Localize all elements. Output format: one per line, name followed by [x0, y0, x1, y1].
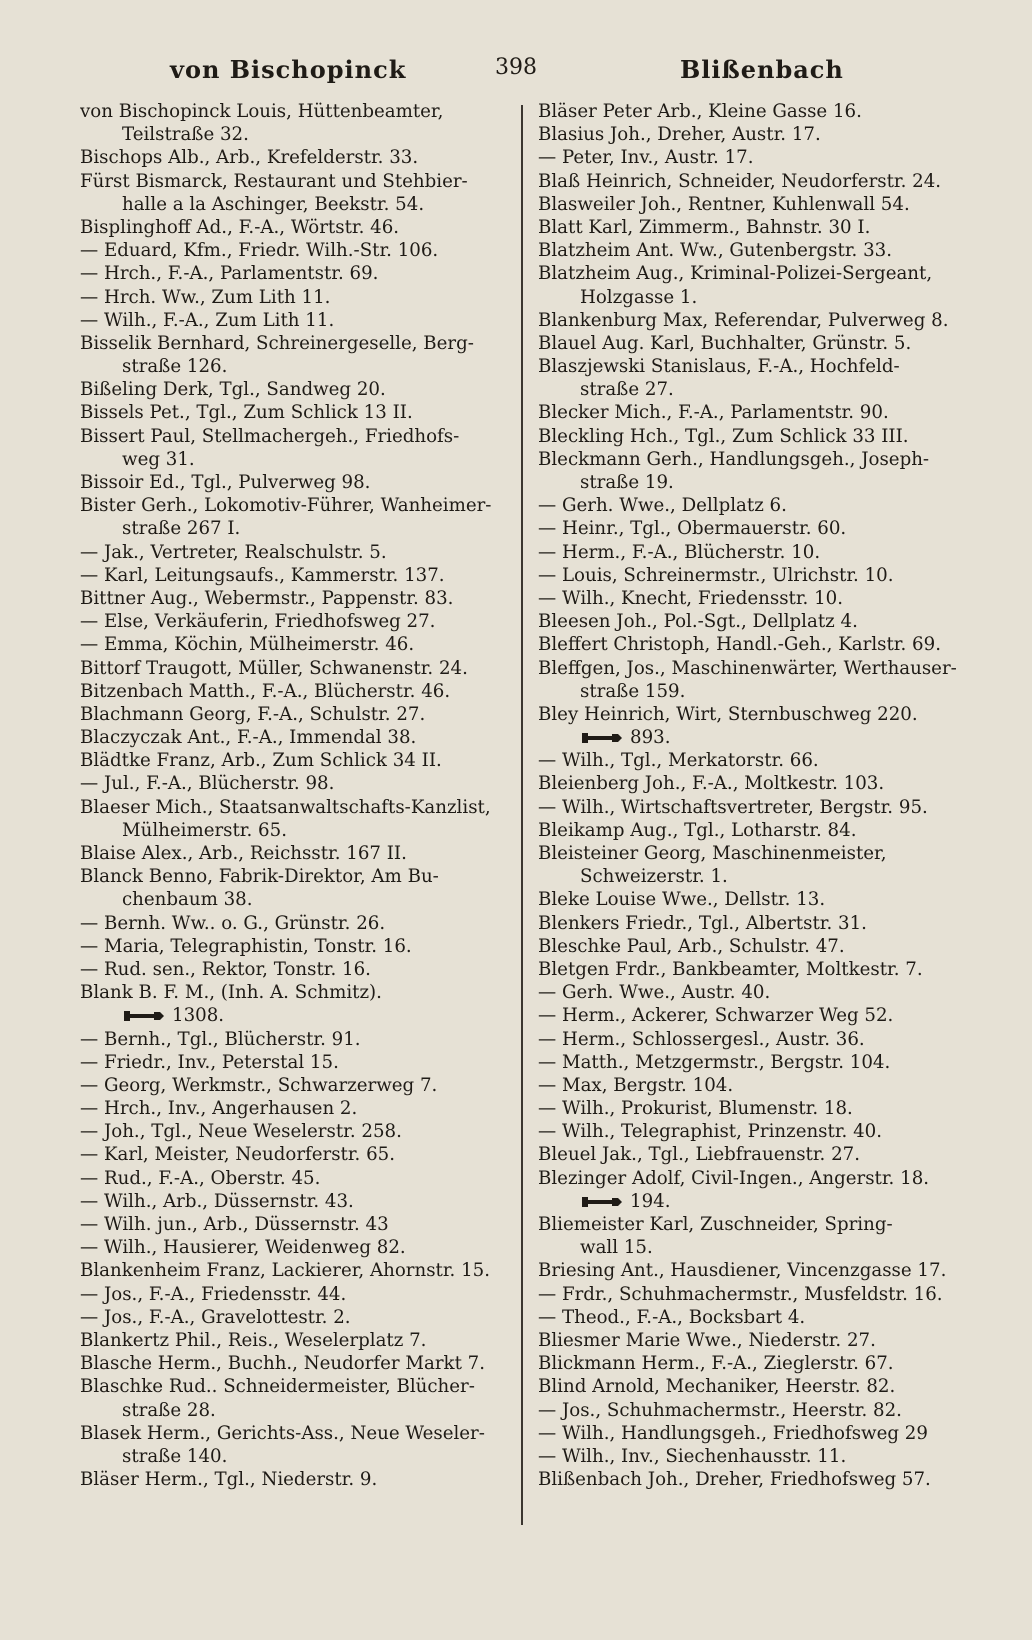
directory-line [80, 772, 508, 795]
directory-line [80, 1028, 508, 1051]
directory-line [538, 170, 958, 193]
telephone-icon [122, 1009, 166, 1023]
directory-line [538, 239, 958, 262]
directory-line [538, 1143, 958, 1166]
directory-line-text: — Gerh. Wwe., Dellplatz 6. [538, 495, 787, 517]
directory-line-text: — Herm., Schlossergesl., Austr. 36. [538, 1028, 865, 1050]
directory-line [80, 448, 508, 471]
directory-line [538, 355, 958, 378]
directory-line-text: — Frdr., Schuhmachermstr., Musfeldstr. 16. [538, 1283, 943, 1305]
directory-line-text: Bley Heinrich, Wirt, Sternbuschweg 220. [538, 703, 918, 725]
page-header [0, 55, 1032, 91]
directory-line-text: Bissels Pet., Tgl., Zum Schlick 13 II. [80, 402, 413, 424]
directory-line-text: — Heinr., Tgl., Obermauerstr. 60. [538, 518, 847, 540]
directory-line [538, 749, 958, 772]
directory-line-text: Blaß Heinrich, Schneider, Neudorferstr. 24. [538, 170, 942, 192]
directory-line-text: — Herm., F.-A., Blücherstr. 10. [538, 541, 821, 563]
directory-line-text: Bissert Paul, Stellmachergeh., Friedhofs- [80, 425, 460, 447]
directory-line [80, 633, 508, 656]
directory-line [80, 935, 508, 958]
directory-line-text: — Karl, Leitungsaufs., Kammerstr. 137. [80, 564, 445, 586]
directory-line [538, 680, 958, 703]
directory-line [80, 680, 508, 703]
directory-line [80, 1306, 508, 1329]
directory-line [538, 1236, 958, 1259]
directory-line [538, 146, 958, 169]
directory-line-text: — Maria, Telegraphistin, Tonstr. 16. [80, 935, 412, 957]
directory-line [80, 958, 508, 981]
directory-line-text: Blauel Aug. Karl, Buchhalter, Grünstr. 5. [538, 332, 912, 354]
directory-line [538, 1051, 958, 1074]
directory-line-text: Bletgen Frdr., Bankbeamter, Moltkestr. 7. [538, 958, 923, 980]
directory-line [80, 1051, 508, 1074]
directory-line [538, 587, 958, 610]
directory-line-text: von Bischopinck Louis, Hüttenbeamter, [80, 101, 444, 122]
directory-line-text: — Rud. sen., Rektor, Tonstr. 16. [80, 958, 371, 980]
directory-line [80, 796, 508, 819]
header-left-catchword: von Bischopinck [170, 55, 407, 84]
directory-line [538, 564, 958, 587]
directory-line-text: Blachmann Georg, F.-A., Schulstr. 27. [80, 703, 426, 725]
directory-line [80, 332, 508, 355]
directory-line [538, 1468, 958, 1491]
directory-line [538, 100, 958, 123]
directory-line [80, 1190, 508, 1213]
directory-line [80, 170, 508, 193]
directory-line [80, 378, 508, 401]
directory-line [80, 401, 508, 424]
directory-line [538, 1259, 958, 1282]
directory-line [80, 1468, 508, 1491]
page-number: 398 [495, 55, 537, 80]
directory-line [80, 1143, 508, 1166]
directory-line-text: Bleffert Christoph, Handl.-Geh., Karlstr. 69. [538, 634, 941, 656]
directory-line [80, 1352, 508, 1375]
directory-line [538, 1306, 958, 1329]
directory-line [80, 1074, 508, 1097]
directory-line-text: — Georg, Werkmstr., Schwarzerweg 7. [80, 1074, 438, 1096]
directory-line-text: — Hrch., Inv., Angerhausen 2. [80, 1098, 358, 1120]
directory-line-text: straße 28. [122, 1399, 216, 1421]
directory-line [80, 564, 508, 587]
directory-line-text: Bisplinghoff Ad., F.-A., Wörtstr. 46. [80, 216, 400, 238]
directory-line [538, 610, 958, 633]
directory-line-text: Bißeling Derk, Tgl., Sandweg 20. [80, 379, 386, 401]
directory-line-text: — Joh., Tgl., Neue Weselerstr. 258. [80, 1121, 402, 1143]
directory-line [538, 888, 958, 911]
directory-line [80, 494, 508, 517]
directory-line [538, 286, 958, 309]
directory-line [538, 796, 958, 819]
directory-line-text: Blezinger Adolf, Civil-Ingen., Angerstr. 18. [538, 1167, 930, 1189]
directory-line [538, 935, 958, 958]
directory-line-text: Blaschke Rud.. Schneidermeister, Blücher- [80, 1376, 475, 1398]
directory-line [80, 309, 508, 332]
directory-line [80, 819, 508, 842]
directory-line-text: Bleienberg Joh., F.-A., Moltkestr. 103. [538, 773, 885, 795]
directory-line [538, 958, 958, 981]
directory-line-text: Bissoir Ed., Tgl., Pulverweg 98. [80, 472, 371, 493]
directory-line [538, 123, 958, 146]
directory-line-text: — Gerh. Wwe., Austr. 40. [538, 982, 771, 1004]
directory-line-text: Bleckling Hch., Tgl., Zum Schlick 33 III. [538, 425, 909, 447]
directory-line [538, 332, 958, 355]
directory-line [80, 1167, 508, 1190]
directory-line [80, 239, 508, 262]
directory-line [80, 1399, 508, 1422]
directory-line-text: — Emma, Köchin, Mülheimerstr. 46. [80, 634, 415, 656]
directory-line [538, 517, 958, 540]
directory-line-text: — Bernh., Tgl., Blücherstr. 91. [80, 1028, 361, 1050]
directory-line [538, 1329, 958, 1352]
directory-line [538, 1004, 958, 1027]
directory-line [538, 448, 958, 471]
directory-line [80, 1422, 508, 1445]
directory-line [538, 193, 958, 216]
directory-line [538, 1074, 958, 1097]
directory-line [538, 401, 958, 424]
directory-line-text: — Hrch., F.-A., Parlamentstr. 69. [80, 263, 379, 285]
directory-line [80, 262, 508, 285]
directory-line-text: Bleckmann Gerh., Handlungsgeh., Joseph- [538, 448, 930, 470]
directory-line [80, 1097, 508, 1120]
right-column [538, 100, 958, 1491]
directory-line-text: — Friedr., Inv., Peterstal 15. [80, 1051, 339, 1073]
directory-line [538, 216, 958, 239]
directory-line-text: — Wilh., Prokurist, Blumenstr. 18. [538, 1098, 853, 1120]
directory-line-text: Blaeser Mich., Staatsanwaltschafts-Kanzlist, [80, 796, 491, 818]
directory-line-text: — Max, Bergstr. 104. [538, 1074, 734, 1096]
directory-line [538, 981, 958, 1004]
directory-line [538, 1167, 958, 1190]
directory-line [538, 541, 958, 564]
directory-line [538, 1399, 958, 1422]
directory-line-text: — Jos., F.-A., Friedensstr. 44. [80, 1283, 347, 1305]
directory-line [538, 865, 958, 888]
header-right-catchword: Blißenbach [680, 55, 844, 84]
directory-line-text: — Wilh., F.-A., Zum Lith 11. [80, 309, 335, 331]
directory-line-text: Bisselik Bernhard, Schreinergeselle, Berg- [80, 332, 474, 354]
directory-line [80, 193, 508, 216]
directory-line-text: Blank B. F. M., (Inh. A. Schmitz). [80, 982, 382, 1004]
directory-line-text: — Herm., Ackerer, Schwarzer Weg 52. [538, 1005, 894, 1027]
directory-line-text: Bleffgen, Jos., Maschinenwärter, Werthauser- [538, 657, 957, 679]
directory-line [538, 633, 958, 656]
directory-line-text: — Rud., F.-A., Oberstr. 45. [80, 1167, 321, 1189]
directory-line-text: Bleikamp Aug., Tgl., Lotharstr. 84. [538, 819, 857, 841]
directory-line [80, 1329, 508, 1352]
directory-line [538, 1445, 958, 1468]
directory-line-text: Blind Arnold, Mechaniker, Heerstr. 82. [538, 1376, 896, 1398]
directory-line-text: — Wilh., Wirtschaftsvertreter, Bergstr. 95. [538, 796, 928, 818]
directory-line-text: Briesing Ant., Hausdiener, Vincenzgasse 17. [538, 1260, 947, 1282]
directory-line [80, 981, 508, 1004]
directory-line-text: Bleesen Joh., Pol.-Sgt., Dellplatz 4. [538, 611, 858, 633]
directory-line-text: — Wilh., Telegraphist, Prinzenstr. 40. [538, 1121, 882, 1143]
directory-line [80, 888, 508, 911]
directory-line [80, 912, 508, 935]
directory-line [538, 1190, 958, 1213]
directory-line [538, 262, 958, 285]
directory-line-text: — Wilh., Tgl., Merkatorstr. 66. [538, 750, 819, 772]
directory-line [80, 587, 508, 610]
directory-line [538, 772, 958, 795]
directory-line [80, 1283, 508, 1306]
directory-line [80, 517, 508, 540]
directory-line-text: Blatzheim Aug., Kriminal-Polizei-Sergeant, [538, 263, 933, 285]
directory-line-text: 893. [630, 727, 671, 749]
directory-line-text: Teilstraße 32. [122, 124, 249, 146]
directory-line [538, 1422, 958, 1445]
directory-line-text: straße 126. [122, 356, 228, 378]
directory-line [80, 123, 508, 146]
directory-line-text: — Bernh. Ww.. o. G., Grünstr. 26. [80, 912, 386, 934]
directory-line [538, 309, 958, 332]
directory-line-text: Blecker Mich., F.-A., Parlamentstr. 90. [538, 402, 889, 424]
directory-line-text: Bleke Louise Wwe., Dellstr. 13. [538, 889, 826, 911]
directory-line-text: Blasche Herm., Buchh., Neudorfer Markt 7. [80, 1353, 486, 1375]
directory-line-text: Blatt Karl, Zimmerm., Bahnstr. 30 I. [538, 216, 871, 238]
directory-line-text: Blankenburg Max, Referendar, Pulverweg 8. [538, 309, 949, 331]
directory-line-text: Mülheimerstr. 65. [122, 819, 287, 841]
directory-line-text: straße 27. [580, 379, 674, 401]
directory-line-text: Blaise Alex., Arb., Reichsstr. 167 II. [80, 843, 407, 864]
directory-line [538, 726, 958, 749]
directory-line-text: Blasek Herm., Gerichts-Ass., Neue Weseler- [80, 1422, 485, 1444]
directory-line [538, 471, 958, 494]
directory-line [80, 1445, 508, 1468]
directory-line-text: wall 15. [580, 1237, 653, 1259]
directory-line-text: 1308. [172, 1005, 225, 1027]
directory-line [80, 100, 508, 123]
directory-line-text: — Jos., F.-A., Gravelottestr. 2. [80, 1306, 351, 1328]
directory-line-text: Blaszjewski Stanislaus, F.-A., Hochfeld- [538, 356, 900, 378]
directory-line [80, 1375, 508, 1398]
directory-line [538, 1097, 958, 1120]
directory-line-text: Bittorf Traugott, Müller, Schwanenstr. 24. [80, 657, 468, 679]
directory-line [538, 842, 958, 865]
directory-line-text: — Karl, Meister, Neudorferstr. 65. [80, 1144, 396, 1166]
directory-line [80, 1236, 508, 1259]
telephone-icon [580, 731, 624, 745]
directory-line [80, 1213, 508, 1236]
directory-line-text: — Jak., Vertreter, Realschulstr. 5. [80, 541, 387, 563]
directory-line-text: Blanck Benno, Fabrik-Direktor, Am Bu- [80, 866, 439, 888]
directory-line [80, 610, 508, 633]
directory-line [538, 1028, 958, 1051]
directory-line-text: halle a la Aschinger, Beekstr. 54. [122, 193, 425, 215]
telephone-icon [580, 1195, 624, 1209]
directory-line-text: 194. [630, 1190, 671, 1212]
directory-line-text: — Else, Verkäuferin, Friedhofsweg 27. [80, 611, 436, 633]
directory-line [80, 216, 508, 239]
directory-line-text: Blankertz Phil., Reis., Weselerplatz 7. [80, 1329, 427, 1351]
directory-line-text: Blaczyczak Ant., F.-A., Immendal 38. [80, 727, 417, 749]
directory-line-text: Blißenbach Joh., Dreher, Friedhofsweg 57. [538, 1469, 931, 1491]
directory-line [80, 425, 508, 448]
directory-line-text: — Theod., F.-A., Bocksbart 4. [538, 1306, 806, 1328]
directory-line-text: Bister Gerh., Lokomotiv-Führer, Wanheimer- [80, 495, 492, 517]
directory-line [538, 1120, 958, 1143]
directory-line-text: — Wilh., Inv., Siechenhausstr. 11. [538, 1445, 847, 1467]
directory-line-text: — Wilh., Arb., Düssernstr. 43. [80, 1190, 354, 1212]
directory-line-text: Blenkers Friedr., Tgl., Albertstr. 31. [538, 912, 867, 934]
directory-line [538, 378, 958, 401]
directory-line [80, 355, 508, 378]
directory-line-text: — Eduard, Kfm., Friedr. Wilh.-Str. 106. [80, 240, 439, 262]
directory-line-text: Bleschke Paul, Arb., Schulstr. 47. [538, 935, 845, 957]
directory-line-text: Schweizerstr. 1. [580, 866, 728, 888]
directory-line-text: Holzgasse 1. [580, 286, 698, 308]
directory-line [80, 657, 508, 680]
directory-line-text: — Jos., Schuhmachermstr., Heerstr. 82. [538, 1399, 902, 1421]
directory-line [80, 1004, 508, 1027]
directory-line [538, 1213, 958, 1236]
directory-line-text: — Wilh., Knecht, Friedensstr. 10. [538, 587, 844, 609]
directory-line [80, 726, 508, 749]
directory-line [538, 657, 958, 680]
directory-line-text: — Louis, Schreinermstr., Ulrichstr. 10. [538, 564, 894, 586]
directory-line-text: Bliemeister Karl, Zuschneider, Spring- [538, 1214, 893, 1235]
directory-line-text: Bittner Aug., Webermstr., Pappenstr. 83. [80, 587, 454, 609]
directory-line-text: Blädtke Franz, Arb., Zum Schlick 34 II. [80, 750, 442, 772]
directory-line [538, 1375, 958, 1398]
directory-line-text: — Wilh. jun., Arb., Düssernstr. 43 [80, 1214, 389, 1235]
directory-line-text: straße 19. [580, 472, 674, 493]
directory-line-text: straße 140. [122, 1445, 228, 1467]
directory-line [80, 1259, 508, 1282]
directory-line-text: — Wilh., Hausierer, Weidenweg 82. [80, 1237, 406, 1259]
column-divider [521, 105, 523, 1525]
directory-line-text: Blatzheim Ant. Ww., Gutenbergstr. 33. [538, 240, 892, 262]
directory-line [80, 286, 508, 309]
directory-line [80, 1120, 508, 1143]
directory-line [538, 494, 958, 517]
directory-line-text: Bischops Alb., Arb., Krefelderstr. 33. [80, 147, 419, 169]
directory-line-text: — Hrch. Ww., Zum Lith 11. [80, 286, 331, 308]
directory-line [80, 749, 508, 772]
directory-line-text: — Jul., F.-A., Blücherstr. 98. [80, 773, 335, 795]
directory-line-text: Bläser Herm., Tgl., Niederstr. 9. [80, 1469, 378, 1491]
directory-line [538, 425, 958, 448]
directory-line-text: straße 159. [580, 680, 686, 702]
directory-line-text: Bliesmer Marie Wwe., Niederstr. 27. [538, 1329, 876, 1351]
directory-line [80, 471, 508, 494]
directory-line-text: weg 31. [122, 448, 195, 470]
directory-line-text: Blankenheim Franz, Lackierer, Ahornstr. 15. [80, 1260, 491, 1282]
directory-line-text: Bläser Peter Arb., Kleine Gasse 16. [538, 101, 862, 122]
directory-line [80, 146, 508, 169]
left-column [80, 100, 508, 1491]
directory-line [538, 1352, 958, 1375]
directory-line-text: Blickmann Herm., F.-A., Zieglerstr. 67. [538, 1353, 894, 1375]
directory-line-text: Bleuel Jak., Tgl., Liebfrauenstr. 27. [538, 1144, 861, 1166]
directory-line-text: Blasweiler Joh., Rentner, Kuhlenwall 54. [538, 193, 910, 215]
directory-line [538, 703, 958, 726]
directory-line-text: — Matth., Metzgermstr., Bergstr. 104. [538, 1051, 891, 1073]
directory-line-text: Fürst Bismarck, Restaurant und Stehbier- [80, 170, 468, 192]
directory-line [80, 865, 508, 888]
directory-line-text: Bleisteiner Georg, Maschinenmeister, [538, 843, 887, 864]
directory-line-text: — Wilh., Handlungsgeh., Friedhofsweg 29 [538, 1422, 928, 1444]
directory-line-text: Blasius Joh., Dreher, Austr. 17. [538, 124, 821, 146]
directory-line [538, 819, 958, 842]
directory-line [80, 703, 508, 726]
directory-line [80, 842, 508, 865]
directory-line-text: chenbaum 38. [122, 889, 253, 911]
directory-line [538, 1283, 958, 1306]
directory-line-text: straße 267 I. [122, 518, 241, 540]
directory-line [538, 912, 958, 935]
directory-line-text: Bitzenbach Matth., F.-A., Blücherstr. 46. [80, 680, 451, 702]
directory-line-text: — Peter, Inv., Austr. 17. [538, 147, 754, 169]
directory-line [80, 541, 508, 564]
